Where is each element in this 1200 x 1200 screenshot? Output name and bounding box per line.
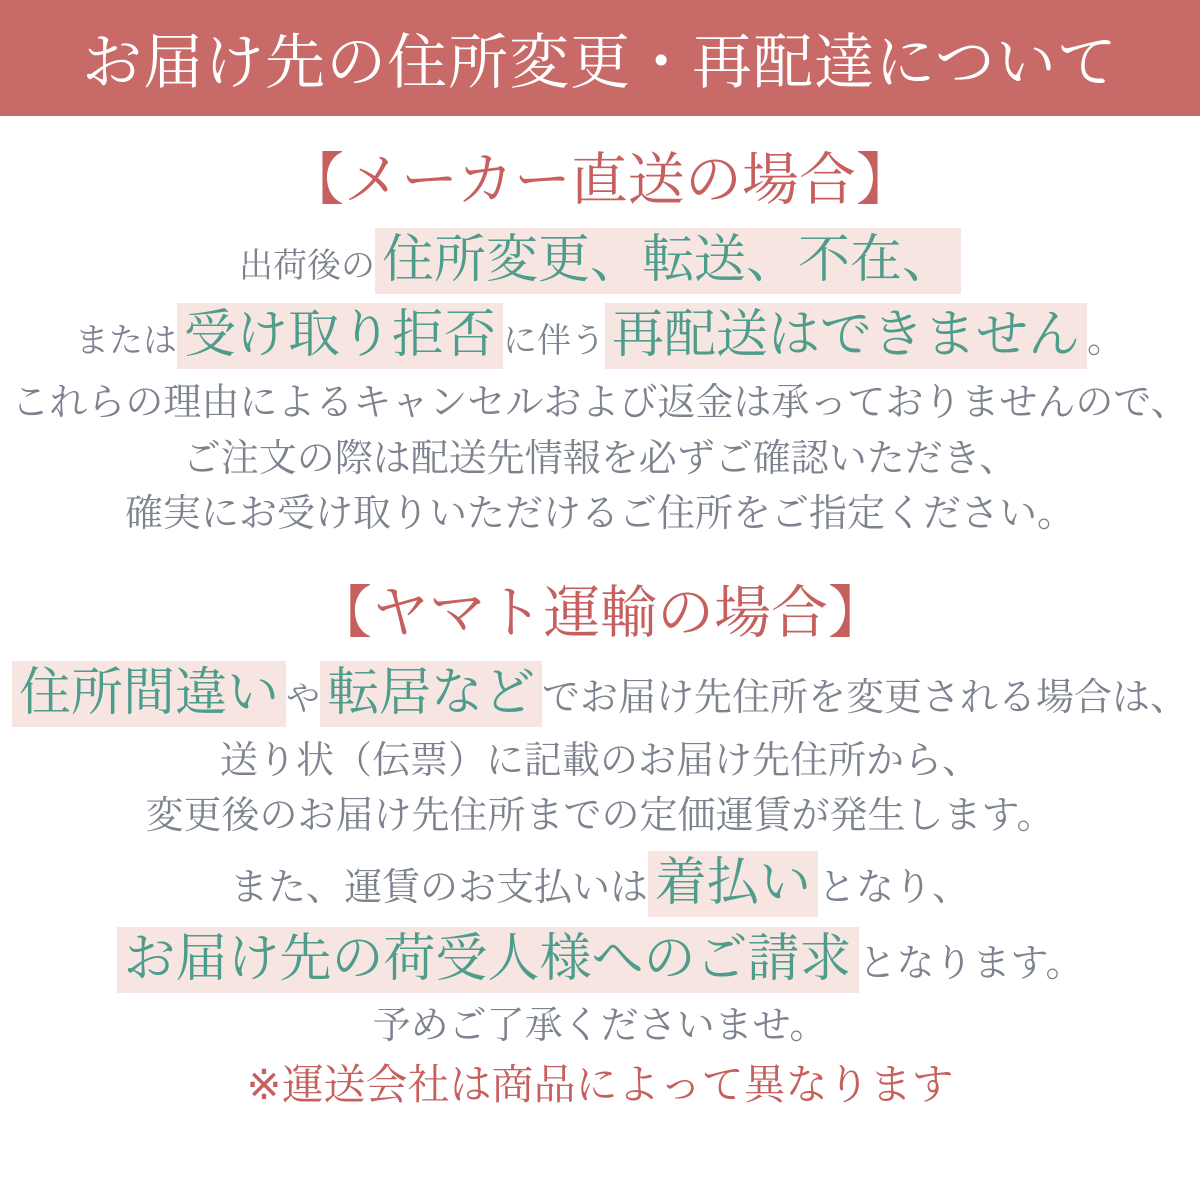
- text-segment: 出荷後の: [238, 247, 375, 285]
- page-title-banner: [0, 0, 1200, 116]
- highlighted-text: 転居など: [320, 661, 542, 727]
- highlighted-text: 再配送はできません: [605, 303, 1087, 369]
- text-line: [0, 929, 1200, 990]
- text-line: [0, 492, 1200, 537]
- text-segment: または: [74, 322, 177, 361]
- text-line: [0, 739, 1200, 784]
- text-segment: となり、: [818, 867, 971, 910]
- text-segment: 変更後のお届け先住所までの定価運賃が発生します。: [145, 795, 1055, 838]
- text-segment: や: [285, 680, 320, 719]
- text-segment: ※運送会社は商品によって異なります: [246, 1060, 954, 1108]
- text-line: [0, 1004, 1200, 1049]
- text-segment: でお届け先住所を変更される場合は、: [542, 677, 1189, 720]
- page-title: お届け先の住所変更・再配達について: [82, 29, 1118, 96]
- text-segment: 確実にお受け取りいただけるご住所をご指定ください。: [124, 493, 1075, 536]
- text-segment: 。: [1087, 319, 1126, 362]
- highlighted-text: お届け先の荷受人様へのご請求: [117, 927, 859, 993]
- text-segment: また、運賃のお支払いは: [229, 867, 648, 910]
- highlighted-text: 受け取り拒否: [177, 303, 503, 369]
- text-line: [0, 1060, 1200, 1110]
- text-segment: 送り状（伝票）に記載のお届け先住所から、: [219, 739, 980, 782]
- section-heading: 【メーカー直送の場合】: [287, 148, 913, 212]
- text-line: [0, 794, 1200, 839]
- highlighted-text: 住所間違い: [12, 661, 286, 727]
- notice-body: [0, 116, 1200, 1110]
- section-heading: 【ヤマト運輸の場合】: [315, 581, 885, 646]
- section-yamato: [0, 567, 1200, 1109]
- text-segment: 予めご了承くださいませ。: [372, 1004, 828, 1047]
- text-segment: これらの理由によるキャンセルおよび返金は承っておりませんので、: [11, 381, 1189, 424]
- sections: [0, 134, 1200, 1110]
- highlighted-text: 住所変更、転送、不在、: [375, 228, 961, 294]
- highlighted-text: 着払い: [648, 851, 818, 917]
- text-line: [0, 663, 1200, 724]
- text-segment: となります。: [858, 942, 1084, 985]
- text-segment: に伴う: [502, 322, 605, 361]
- text-segment: ご注文の際は配送先情報を必ずご確認いただき、: [182, 437, 1018, 480]
- text-line: [0, 853, 1200, 914]
- text-line: [0, 230, 1200, 291]
- text-line: [0, 305, 1200, 366]
- section-maker-direct: [0, 134, 1200, 537]
- text-line: [0, 381, 1200, 426]
- text-line: [0, 437, 1200, 482]
